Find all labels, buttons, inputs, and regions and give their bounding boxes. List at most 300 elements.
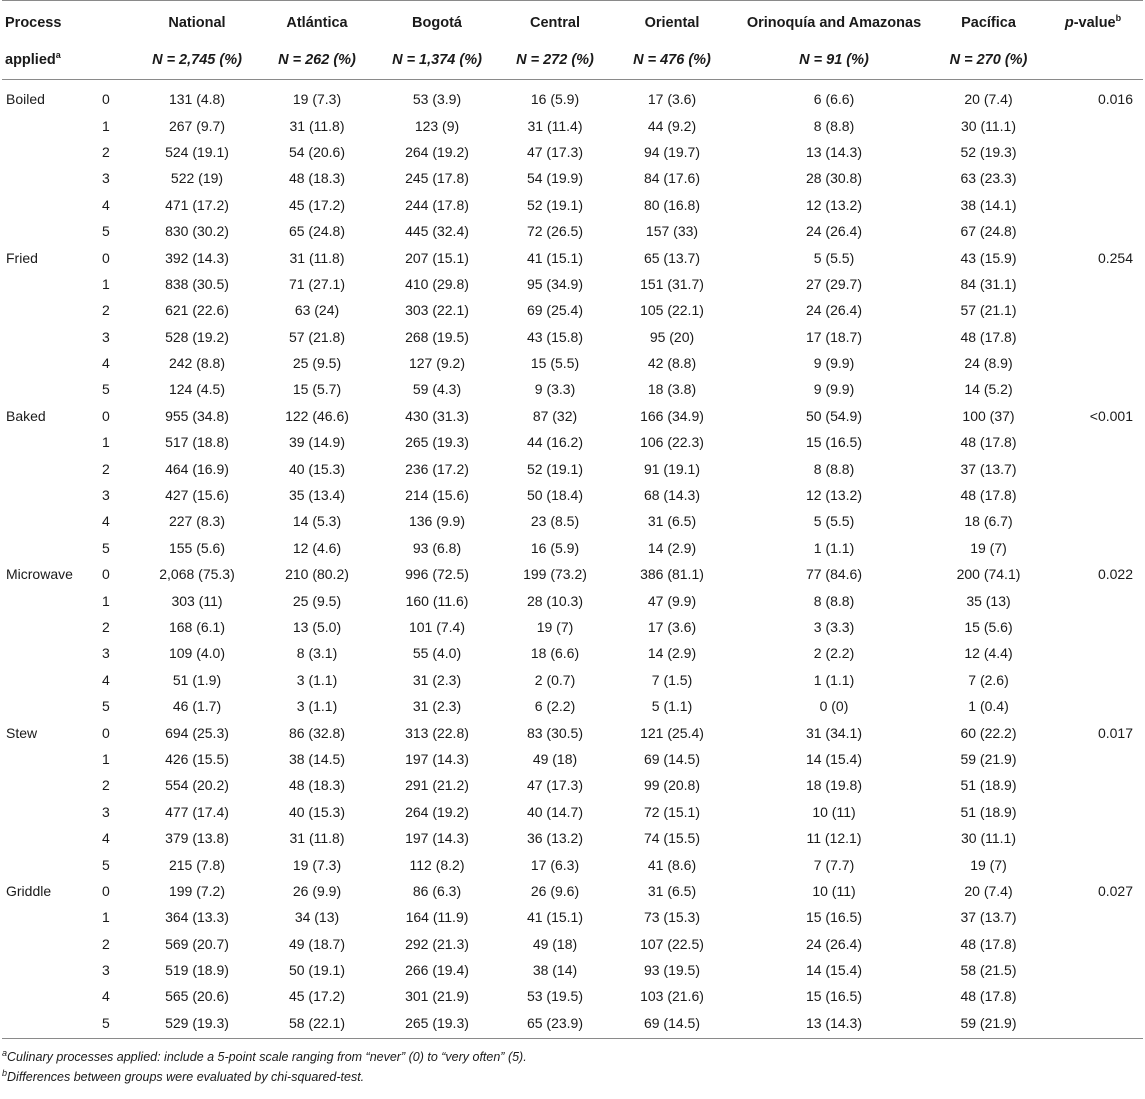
p-value-cell	[1043, 508, 1143, 534]
data-cell: 48 (18.3)	[288, 170, 346, 187]
data-cell: 25 (9.5)	[292, 592, 342, 609]
data-cell: 151 (31.7)	[640, 275, 704, 292]
p-value-cell: <0.001	[1089, 407, 1133, 424]
process-name-cell	[2, 297, 98, 323]
data-cell: 45 (17.2)	[288, 988, 346, 1005]
data-cell: 46 (1.7)	[172, 698, 222, 715]
data-cell: 24 (8.9)	[964, 355, 1013, 372]
data-cell: 471 (17.2)	[165, 196, 229, 213]
data-cell: 10 (11)	[812, 882, 856, 899]
data-cell: 49 (18)	[532, 750, 578, 767]
sample-size-header: N = 2,745 (%)	[134, 41, 260, 80]
data-cell: 268 (19.5)	[405, 328, 469, 345]
process-name-cell	[2, 112, 98, 138]
process-name-cell: Microwave	[6, 566, 73, 583]
process-name-cell	[2, 271, 98, 297]
frequency-level-cell: 0	[102, 407, 110, 424]
culinary-process-table	[2, 0, 1143, 1039]
data-cell: 36 (13.2)	[526, 830, 584, 847]
table-row	[2, 878, 1143, 904]
table-row	[2, 244, 1143, 270]
data-cell: 49 (18)	[532, 935, 578, 952]
data-cell: 522 (19)	[170, 170, 224, 187]
data-cell: 109 (4.0)	[168, 645, 226, 662]
process-name-cell	[2, 429, 98, 455]
data-cell: 59 (4.3)	[412, 381, 462, 398]
data-cell: 53 (19.5)	[526, 988, 584, 1005]
data-cell: 17 (3.6)	[647, 619, 697, 635]
table-row	[2, 429, 1143, 455]
region-header: Orinoquía and Amazonas	[746, 15, 922, 31]
p-value-cell	[1043, 482, 1143, 508]
table-header	[2, 1, 1143, 80]
data-cell: 69 (14.5)	[643, 750, 701, 767]
data-cell: 47 (9.9)	[647, 592, 697, 609]
data-cell: 8 (3.1)	[296, 645, 338, 662]
sample-size-header: N = 476 (%)	[610, 41, 734, 80]
data-cell: 31 (11.4)	[527, 117, 583, 134]
data-cell: 313 (22.8)	[405, 724, 469, 741]
data-cell: 18 (19.8)	[805, 777, 863, 794]
header-row-sample-sizes	[2, 41, 1143, 80]
frequency-level-cell: 3	[102, 645, 110, 662]
table-row	[2, 587, 1143, 613]
frequency-level-cell: 2	[102, 935, 110, 952]
data-cell: 15 (16.5)	[805, 909, 863, 926]
data-cell: 31 (6.5)	[647, 513, 697, 530]
data-cell: 59 (21.9)	[960, 750, 1017, 767]
data-cell: 265 (19.3)	[374, 1010, 500, 1039]
region-header: Atlántica	[286, 15, 348, 31]
data-cell: 43 (15.9)	[960, 249, 1017, 266]
frequency-level-cell: 2	[102, 619, 110, 635]
data-cell: 210 (80.2)	[285, 566, 349, 583]
data-cell: 386 (81.1)	[640, 566, 704, 583]
data-cell: 31 (6.5)	[647, 882, 697, 899]
p-value-cell	[1043, 376, 1143, 402]
process-name-cell	[2, 667, 98, 693]
data-cell: 528 (19.2)	[165, 328, 229, 345]
data-cell: 48 (17.8)	[960, 487, 1017, 504]
table-row	[2, 376, 1143, 402]
p-value-cell	[1043, 614, 1143, 640]
data-cell: 136 (9.9)	[408, 513, 466, 530]
p-value-cell	[1043, 693, 1143, 719]
process-header-applied: applied	[5, 52, 56, 68]
data-cell: 166 (34.9)	[640, 407, 704, 424]
data-cell: 65 (23.9)	[500, 1010, 610, 1039]
data-cell: 12 (13.2)	[805, 196, 863, 213]
frequency-level-cell: 5	[102, 539, 110, 556]
process-name-cell	[2, 746, 98, 772]
data-cell: 18 (6.7)	[964, 513, 1013, 530]
process-name-cell	[2, 376, 98, 402]
data-cell: 12 (4.6)	[292, 539, 342, 556]
data-cell: 2,068 (75.3)	[159, 566, 235, 583]
process-footnote-mark: a	[55, 50, 61, 61]
p-value-cell	[1043, 904, 1143, 930]
data-cell: 569 (20.7)	[165, 935, 229, 952]
data-cell: 955 (34.8)	[165, 407, 229, 424]
data-cell: 20 (7.4)	[964, 882, 1013, 899]
data-cell: 17 (6.3)	[530, 856, 580, 873]
frequency-level-cell: 5	[102, 223, 110, 240]
data-cell: 63 (23.3)	[960, 170, 1017, 187]
data-cell: 77 (84.6)	[805, 566, 863, 583]
frequency-level-cell: 4	[102, 988, 110, 1005]
process-name-cell	[2, 957, 98, 983]
data-cell: 1 (1.1)	[813, 539, 855, 556]
region-header: Oriental	[644, 15, 700, 31]
data-cell: 39 (14.9)	[288, 434, 346, 451]
data-cell: 91 (19.1)	[643, 460, 701, 477]
data-cell: 86 (6.3)	[412, 882, 462, 899]
data-cell: 48 (17.8)	[960, 328, 1017, 345]
process-name-cell	[2, 799, 98, 825]
data-cell: 31 (34.1)	[805, 724, 863, 741]
process-name-cell	[2, 192, 98, 218]
data-cell: 41 (15.1)	[526, 249, 584, 266]
data-cell: 529 (19.3)	[134, 1010, 260, 1039]
region-header: Central	[530, 15, 580, 31]
process-name-cell	[2, 139, 98, 165]
frequency-level-cell: 0	[102, 724, 110, 741]
table-row	[2, 772, 1143, 798]
data-cell: 50 (19.1)	[288, 962, 346, 979]
data-cell: 50 (18.4)	[526, 487, 584, 504]
data-cell: 5 (5.5)	[813, 513, 855, 530]
data-cell: 215 (7.8)	[168, 856, 226, 873]
data-cell: 1 (1.1)	[813, 671, 855, 688]
data-cell: 427 (15.6)	[165, 487, 229, 504]
data-cell: 5 (5.5)	[813, 249, 855, 266]
process-name-cell	[2, 983, 98, 1009]
frequency-level-cell: 4	[102, 671, 110, 688]
data-cell: 23 (8.5)	[530, 513, 580, 530]
sample-size-header: N = 1,374 (%)	[374, 41, 500, 80]
data-cell: 44 (9.2)	[647, 117, 697, 134]
data-cell: 14 (15.4)	[805, 750, 863, 767]
data-cell: 84 (17.6)	[643, 170, 701, 187]
data-cell: 13 (14.3)	[805, 143, 863, 160]
data-cell: 200 (74.1)	[956, 566, 1021, 583]
data-cell: 830 (30.2)	[165, 223, 229, 240]
process-name-cell	[2, 165, 98, 191]
frequency-level-cell: 2	[102, 460, 110, 477]
data-cell: 17 (3.6)	[647, 91, 697, 108]
process-header-line2	[2, 41, 134, 80]
data-cell: 15 (5.6)	[964, 619, 1013, 635]
data-cell: 5 (1.1)	[651, 698, 693, 715]
data-cell: 50 (54.9)	[805, 407, 863, 424]
data-cell: 26 (9.6)	[530, 882, 580, 899]
process-name-cell: Stew	[6, 724, 38, 741]
data-cell: 48 (17.8)	[960, 935, 1017, 952]
data-cell: 199 (7.2)	[168, 882, 226, 899]
data-cell: 103 (21.6)	[640, 988, 704, 1005]
footnote-text: Differences between groups were evaluated by chi-squared-test.	[7, 1070, 365, 1085]
data-cell: 80 (16.8)	[643, 196, 701, 213]
data-cell: 65 (13.7)	[643, 249, 701, 266]
frequency-level-cell: 4	[102, 830, 110, 847]
frequency-level-cell: 3	[102, 803, 110, 820]
table-row	[2, 904, 1143, 930]
data-cell: 30 (11.1)	[961, 117, 1016, 134]
table-row	[2, 192, 1143, 218]
footnote-b	[2, 1067, 1145, 1087]
data-cell: 264 (19.2)	[405, 803, 469, 820]
p-value-cell	[1043, 587, 1143, 613]
data-cell: 14 (5.3)	[292, 513, 342, 530]
data-cell: 35 (13)	[966, 592, 1011, 609]
data-cell: 13 (14.3)	[734, 1010, 934, 1039]
footnote-mark: a	[2, 1047, 8, 1058]
data-cell: 74 (15.5)	[643, 830, 701, 847]
p-value-cell	[1043, 350, 1143, 376]
data-cell: 26 (9.9)	[292, 882, 342, 899]
region-header: Pacífica	[961, 15, 1016, 31]
process-name-cell	[2, 587, 98, 613]
table-body	[2, 80, 1143, 1039]
data-cell: 838 (30.5)	[165, 275, 229, 292]
p-value-cell	[1043, 112, 1143, 138]
table-row	[2, 535, 1143, 561]
frequency-level-cell: 0	[102, 249, 110, 266]
table-row	[2, 297, 1143, 323]
data-cell: 24 (26.4)	[805, 935, 863, 952]
data-cell: 11 (12.1)	[806, 830, 862, 847]
data-cell: 121 (25.4)	[640, 724, 704, 741]
data-cell: 40 (15.3)	[288, 803, 346, 820]
data-cell: 131 (4.8)	[168, 91, 226, 108]
data-cell: 265 (19.3)	[405, 434, 469, 451]
process-name-cell	[2, 1010, 98, 1039]
data-cell: 51 (18.9)	[960, 803, 1017, 820]
process-name-cell	[2, 825, 98, 851]
p-value-cell	[1043, 640, 1143, 666]
p-value-cell	[1043, 799, 1143, 825]
frequency-level-cell: 0	[102, 566, 110, 583]
data-cell: 392 (14.3)	[165, 249, 229, 266]
p-value-cell	[1043, 429, 1143, 455]
data-cell: 245 (17.8)	[405, 170, 469, 187]
p-value-cell: 0.016	[1097, 91, 1133, 108]
table-row	[2, 746, 1143, 772]
process-header: Process	[5, 15, 62, 31]
data-cell: 164 (11.9)	[405, 909, 469, 926]
data-cell: 105 (22.1)	[640, 302, 704, 319]
process-name-cell	[2, 931, 98, 957]
data-cell: 86 (32.8)	[288, 724, 346, 741]
data-cell: 554 (20.2)	[165, 777, 229, 794]
process-name-cell: Baked	[6, 407, 46, 424]
data-cell: 364 (13.3)	[165, 909, 229, 926]
table-row	[2, 614, 1143, 640]
process-name-cell	[2, 693, 98, 719]
data-cell: 266 (19.4)	[405, 962, 469, 979]
data-cell: 10 (11)	[812, 803, 856, 820]
data-cell: 426 (15.5)	[165, 750, 229, 767]
sample-size-header: N = 272 (%)	[500, 41, 610, 80]
data-cell: 207 (15.1)	[405, 249, 469, 266]
p-value-cell	[1043, 271, 1143, 297]
data-cell: 69 (14.5)	[610, 1010, 734, 1039]
data-cell: 101 (7.4)	[408, 619, 466, 635]
data-cell: 53 (3.9)	[412, 91, 462, 108]
data-cell: 28 (10.3)	[526, 592, 584, 609]
data-cell: 93 (6.8)	[412, 539, 462, 556]
data-cell: 124 (4.5)	[168, 381, 226, 398]
p-value-cell	[1043, 192, 1143, 218]
data-cell: 73 (15.3)	[643, 909, 701, 926]
footnotes	[2, 1047, 1145, 1087]
data-cell: 40 (14.7)	[526, 803, 584, 820]
data-cell: 38 (14.1)	[960, 196, 1017, 213]
p-value-cell	[1043, 139, 1143, 165]
data-cell: 18 (3.8)	[647, 381, 697, 398]
data-cell: 7 (2.6)	[968, 671, 1009, 688]
process-name-cell: Fried	[6, 249, 38, 266]
frequency-level-cell: 1	[102, 592, 110, 609]
p-value-cell	[1043, 772, 1143, 798]
data-cell: 71 (27.1)	[288, 275, 346, 292]
p-value-cell	[1043, 957, 1143, 983]
data-cell: 52 (19.3)	[960, 143, 1017, 160]
pvalue-header-blank	[1043, 41, 1143, 80]
data-cell: 58 (21.5)	[960, 962, 1017, 979]
data-cell: 155 (5.6)	[168, 539, 226, 556]
data-cell: 55 (4.0)	[412, 645, 462, 662]
data-cell: 72 (15.1)	[643, 803, 701, 820]
data-cell: 69 (25.4)	[526, 302, 584, 319]
data-cell: 57 (21.1)	[960, 302, 1017, 319]
frequency-level-cell: 3	[102, 170, 110, 187]
data-cell: 301 (21.9)	[405, 988, 469, 1005]
data-cell: 95 (34.9)	[526, 275, 584, 292]
p-value-cell	[1043, 983, 1143, 1009]
data-cell: 430 (31.3)	[405, 407, 469, 424]
data-cell: 100 (37)	[962, 407, 1015, 424]
frequency-level-cell: 5	[102, 698, 110, 715]
data-cell: 19 (7)	[970, 856, 1007, 873]
data-cell: 54 (19.9)	[526, 170, 584, 187]
data-cell: 37 (13.7)	[960, 460, 1017, 477]
process-name-cell: Boiled	[6, 91, 45, 108]
footnote-mark: b	[2, 1067, 8, 1078]
data-cell: 37 (13.7)	[960, 909, 1017, 926]
data-cell: 31 (11.8)	[289, 117, 345, 134]
table-row	[2, 851, 1143, 877]
process-name-cell	[2, 508, 98, 534]
data-cell: 160 (11.6)	[405, 592, 469, 609]
data-cell: 16 (5.9)	[530, 539, 580, 556]
data-cell: 12 (4.4)	[964, 645, 1013, 662]
data-cell: 14 (2.9)	[647, 539, 697, 556]
data-cell: 236 (17.2)	[405, 460, 469, 477]
data-cell: 519 (18.9)	[165, 962, 229, 979]
data-cell: 49 (18.7)	[288, 935, 346, 952]
process-name-cell	[2, 218, 98, 244]
data-cell: 19 (7.3)	[292, 856, 342, 873]
data-cell: 48 (18.3)	[288, 777, 346, 794]
process-name-cell	[2, 851, 98, 877]
data-cell: 40 (15.3)	[288, 460, 346, 477]
table-row	[2, 271, 1143, 297]
data-cell: 68 (14.3)	[643, 487, 701, 504]
data-cell: 694 (25.3)	[165, 724, 229, 741]
process-name-cell	[2, 904, 98, 930]
pvalue-header-text: -value	[1073, 15, 1116, 31]
p-value-cell	[1043, 324, 1143, 350]
data-cell: 13 (5.0)	[292, 619, 342, 635]
data-cell: 197 (14.3)	[405, 830, 469, 847]
data-cell: 2 (2.2)	[813, 645, 855, 662]
data-cell: 15 (5.5)	[530, 355, 580, 372]
data-cell: 303 (11)	[171, 592, 223, 609]
footnote-text: Culinary processes applied: include a 5-point scale ranging from “never” (0) to “very often” (5).	[7, 1050, 527, 1065]
region-header: Bogotá	[412, 15, 462, 31]
data-cell: 52 (19.1)	[526, 196, 584, 213]
data-cell: 47 (17.3)	[526, 143, 584, 160]
data-cell: 14 (2.9)	[647, 645, 697, 662]
process-name-cell	[2, 614, 98, 640]
data-cell: 15 (16.5)	[805, 988, 863, 1005]
data-cell: 47 (17.3)	[526, 777, 584, 794]
data-cell: 227 (8.3)	[168, 513, 226, 530]
data-cell: 3 (3.3)	[813, 619, 855, 635]
data-cell: 31 (2.3)	[412, 671, 462, 688]
table-row	[2, 983, 1143, 1009]
data-cell: 292 (21.3)	[405, 935, 469, 952]
p-value-cell	[1043, 165, 1143, 191]
data-cell: 14 (15.4)	[805, 962, 863, 979]
data-cell: 565 (20.6)	[165, 988, 229, 1005]
data-cell: 112 (8.2)	[409, 856, 465, 873]
frequency-level-cell: 0	[102, 882, 110, 899]
data-cell: 83 (30.5)	[526, 724, 584, 741]
frequency-level-cell: 2	[102, 302, 110, 319]
frequency-level-cell: 1	[102, 750, 110, 767]
data-cell: 15 (5.7)	[292, 381, 342, 398]
data-cell: 157 (33)	[645, 223, 699, 240]
data-cell: 291 (21.2)	[405, 777, 469, 794]
process-name-cell	[2, 640, 98, 666]
data-cell: 106 (22.3)	[640, 434, 704, 451]
data-cell: 621 (22.6)	[165, 302, 229, 319]
table-row	[2, 799, 1143, 825]
data-cell: 3 (1.1)	[296, 671, 338, 688]
frequency-level-cell: 5	[102, 381, 110, 398]
data-cell: 38 (14)	[532, 962, 578, 979]
data-cell: 34 (13)	[294, 909, 340, 926]
data-cell: 7 (1.5)	[651, 671, 693, 688]
data-cell: 18 (6.6)	[530, 645, 580, 662]
data-cell: 99 (20.8)	[643, 777, 701, 794]
p-value-cell	[1043, 825, 1143, 851]
p-value-cell	[1043, 218, 1143, 244]
data-cell: 6 (2.2)	[534, 698, 576, 715]
data-cell: 25 (9.5)	[292, 355, 342, 372]
data-cell: 127 (9.2)	[408, 355, 466, 372]
pvalue-footnote-mark: b	[1115, 13, 1122, 24]
process-name-cell	[2, 772, 98, 798]
data-cell: 16 (5.9)	[530, 91, 580, 108]
table-row	[2, 667, 1143, 693]
data-cell: 107 (22.5)	[640, 935, 704, 952]
table-row	[2, 165, 1143, 191]
process-name-cell	[2, 482, 98, 508]
data-cell: 477 (17.4)	[165, 803, 229, 820]
